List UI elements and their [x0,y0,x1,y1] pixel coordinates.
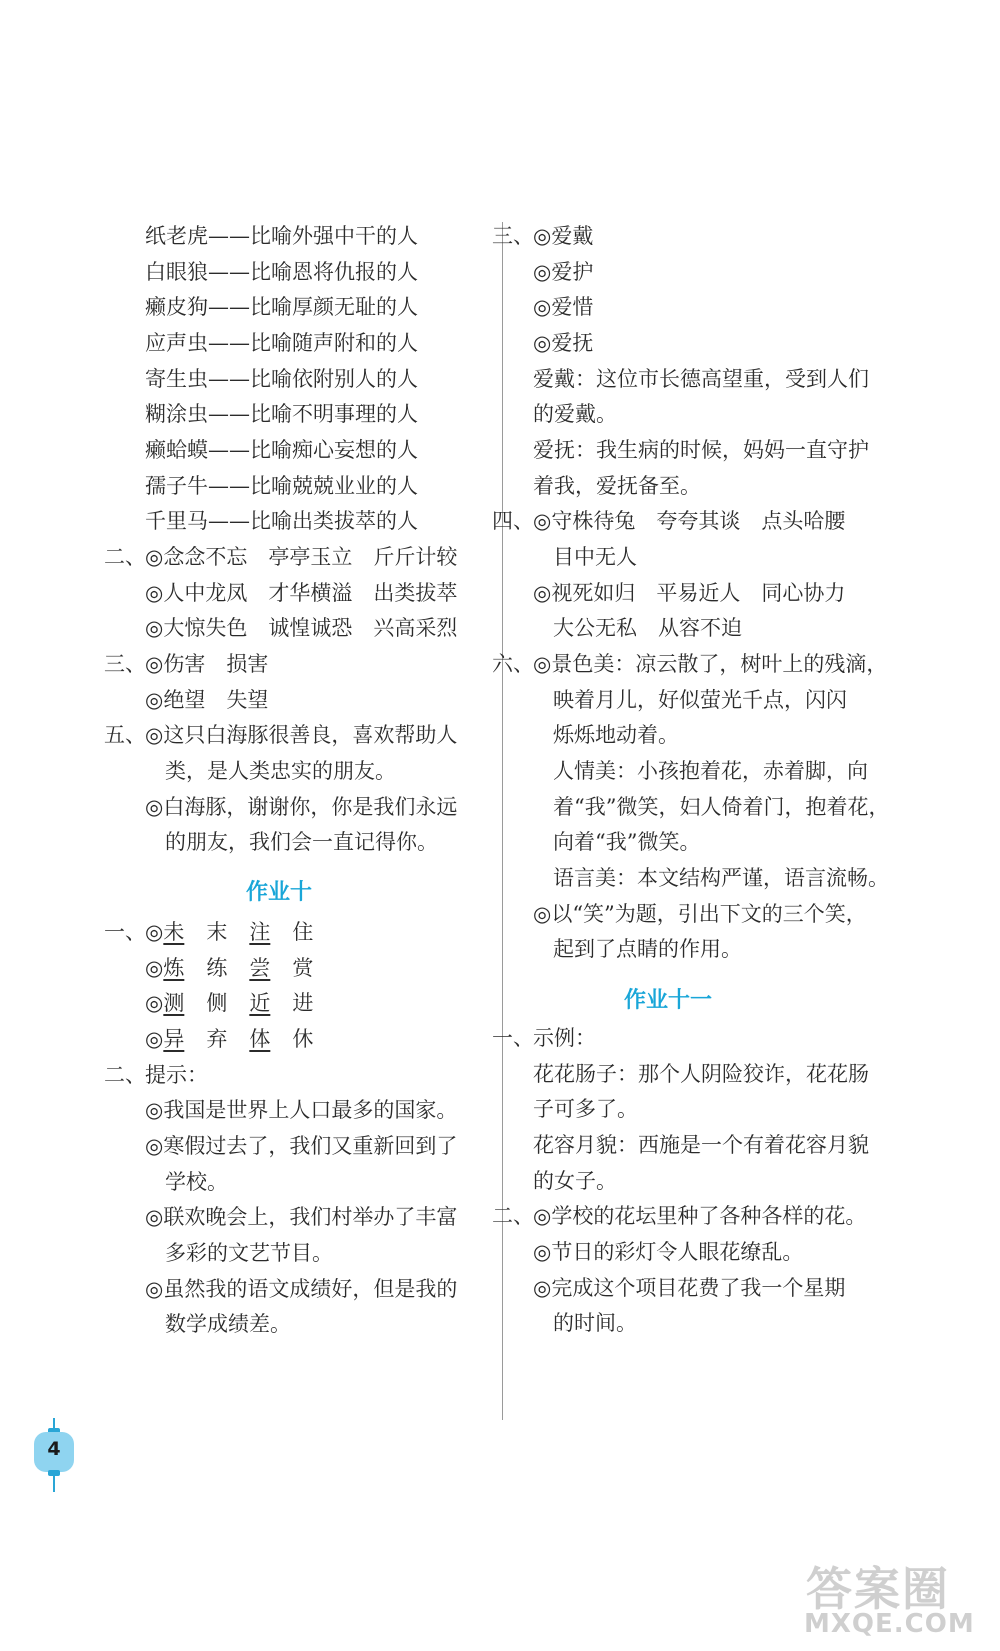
text-line: 语言美：本文结构严谨，语言流畅。 [553,866,889,890]
text-line: 类，是人类忠实的朋友。 [165,759,396,783]
text-line: ◎人中龙凤 才华横溢 出类拔萃 [145,581,458,605]
char-cell: 异 [163,1027,185,1051]
char-row: ◎未 末 注 住 [145,920,314,944]
text-line: 花容月貌：西施是一个有着花容月貌 [533,1133,869,1157]
char-row: ◎炼 练 尝 赏 [145,956,314,980]
char-row: ◎测 侧 近 进 [145,991,314,1015]
homework-10-title: 作业十 [246,880,313,905]
text-line: 爱抚：我生病的时候，妈妈一直守护 [533,438,869,462]
text-line: 癞皮狗——比喻厚颜无耻的人 [145,295,418,319]
section-label: 五、 [104,723,146,747]
text-line: ◎这只白海豚很善良，喜欢帮助人 [145,723,458,747]
text-line: 目中无人 [553,545,637,569]
text-line: ◎学校的花坛里种了各种各样的花。 [533,1204,867,1228]
watermark-url: MXQE.COM [804,1609,975,1639]
text-line: 多彩的文艺节目。 [165,1241,333,1265]
text-line: ◎伤害 损害 [145,652,269,676]
text-line: ◎守株待兔 夸夸其谈 点头哈腰 [533,509,846,533]
section-label: 六、 [492,652,534,676]
text-line: 示例： [533,1026,596,1050]
text-line: 爱戴：这位市长德高望重，受到人们 [533,367,869,391]
char-row: ◎异 弃 体 休 [145,1027,314,1051]
text-line: 人情美：小孩抱着花，赤着脚，向 [553,759,868,783]
text-line: 学校。 [165,1170,228,1194]
text-line: ◎大惊失色 诚惶诚恐 兴高采烈 [145,616,458,640]
text-line: 向着“我”微笑。 [553,830,701,854]
text-line: ◎白海豚，谢谢你，你是我们永远 [145,795,458,819]
section-label: 一、 [104,920,146,944]
char-cell: 进 [292,991,314,1015]
char-cell: 弃 [206,1027,228,1051]
text-line: ◎爱抚 [533,331,594,355]
text-line: ◎节日的彩灯令人眼花缭乱。 [533,1240,804,1264]
text-line: 癞蛤蟆——比喻痴心妄想的人 [145,438,418,462]
text-line: 应声虫——比喻随声附和的人 [145,331,418,355]
text-line: 千里马——比喻出类拔萃的人 [145,509,418,533]
text-line: ◎爱戴 [533,224,594,248]
text-line: ◎完成这个项目花费了我一个星期 [533,1276,846,1300]
char-cell: 体 [249,1027,271,1051]
section-label: 四、 [492,509,534,533]
char-cell: 侧 [206,991,228,1015]
text-line: 花花肠子：那个人阴险狡诈，花花肠 [533,1062,869,1086]
text-line: ◎寒假过去了，我们又重新回到了 [145,1134,458,1158]
section-label: 二、 [104,545,146,569]
tab-string-top [53,1418,55,1428]
text-line: ◎绝望 失望 [145,688,269,712]
text-line: 的朋友，我们会一直记得你。 [165,830,438,854]
section-label: 三、 [492,224,534,248]
text-line: 大公无私 从容不迫 [553,616,742,640]
text-line: 映着月儿，好似萤光千点，闪闪 [553,688,847,712]
homework-11-title: 作业十一 [624,988,713,1013]
column-divider [502,222,503,1420]
section-label: 一、 [492,1026,534,1050]
text-line: 白眼狼——比喻恩将仇报的人 [145,260,418,284]
char-cell: 近 [249,991,271,1015]
text-line: ◎我国是世界上人口最多的国家。 [145,1098,458,1122]
tab-string-bottom [53,1476,55,1492]
text-line: ◎联欢晚会上，我们村举办了丰富 [145,1205,458,1229]
char-cell: 末 [206,920,228,944]
text-line: ◎爱护 [533,260,594,284]
char-cell: 测 [163,991,185,1015]
text-line: ◎念念不忘 亭亭玉立 斤斤计较 [145,545,458,569]
watermark-logo [800,1553,990,1643]
page-number: 4 [47,1438,61,1460]
text-line: 孺子牛——比喻兢兢业业的人 [145,474,418,498]
char-cell: 注 [249,920,271,944]
text-line: 烁烁地动着。 [553,723,679,747]
text-line: 提示： [145,1063,208,1087]
char-cell: 休 [292,1027,314,1051]
text-line: 寄生虫——比喻依附别人的人 [145,367,418,391]
text-line: 的女子。 [533,1169,617,1193]
text-line: 糊涂虫——比喻不明事理的人 [145,402,418,426]
char-cell: 炼 [163,956,185,980]
text-line: 着我，爱抚备至。 [533,474,701,498]
text-line: ◎景色美：凉云散了，树叶上的残滴， [533,652,888,676]
section-label: 三、 [104,652,146,676]
text-line: ◎爱惜 [533,295,594,319]
section-label: 二、 [492,1204,534,1228]
section-label: 二、 [104,1063,146,1087]
char-cell: 未 [163,920,185,944]
text-line: ◎虽然我的语文成绩好，但是我的 [145,1277,458,1301]
text-line: 的爱戴。 [533,402,617,426]
text-line: ◎以“笑”为题，引出下文的三个笑， [533,902,867,926]
text-line: 着“我”微笑，妇人倚着门，抱着花， [553,795,890,819]
char-cell: 赏 [292,956,314,980]
char-cell: 尝 [249,956,271,980]
text-line: 的时间。 [553,1311,637,1335]
text-line: 纸老虎——比喻外强中干的人 [145,224,418,248]
text-line: ◎视死如归 平易近人 同心协力 [533,581,846,605]
page-number-tab [34,1418,74,1494]
watermark-text: 答案圈 [806,1562,950,1616]
text-line: 子可多了。 [533,1097,638,1121]
text-line: 起到了点睛的作用。 [553,937,742,961]
char-cell: 住 [292,920,314,944]
char-cell: 练 [206,956,228,980]
text-line: 数学成绩差。 [165,1312,291,1336]
